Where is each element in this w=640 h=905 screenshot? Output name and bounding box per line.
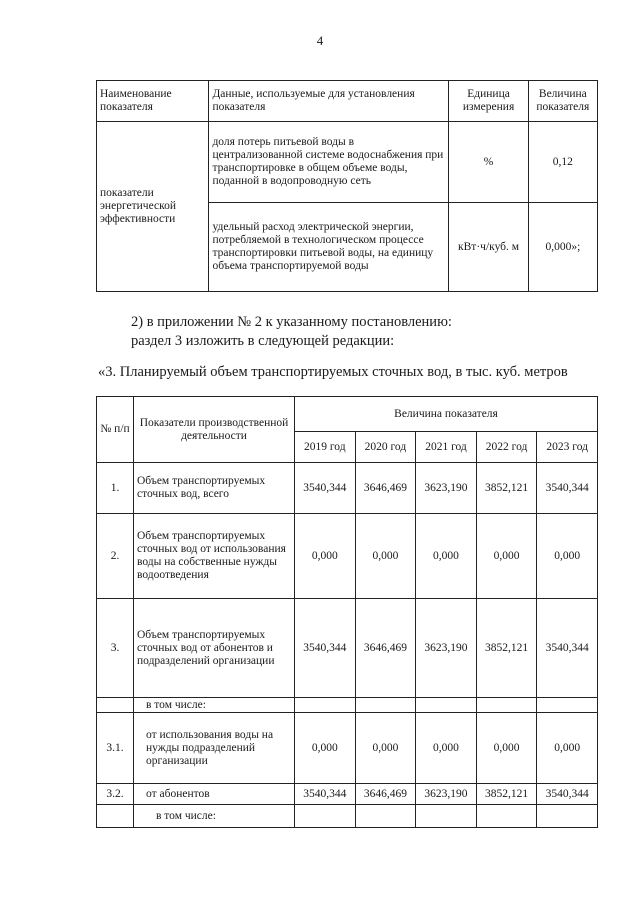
value-cell: 0,000 xyxy=(416,713,477,784)
value-cell: 3852,121 xyxy=(476,784,537,805)
value-cell xyxy=(295,805,356,828)
table2-header-name: Показатели производственной деятельности xyxy=(134,397,295,463)
year-header: 2023 год xyxy=(537,432,598,463)
table-row xyxy=(97,784,598,805)
paragraph-line-1: 2) в приложении № 2 к указанному постановлению: xyxy=(131,314,452,330)
table1-value-cell: 0,000»; xyxy=(528,203,597,292)
value-cell xyxy=(476,805,537,828)
table1-header-value: Величина показателя xyxy=(528,81,597,122)
row-num: 1. xyxy=(97,463,134,514)
value-cell: 3540,344 xyxy=(295,784,356,805)
value-cell xyxy=(355,698,416,713)
table-row xyxy=(97,805,598,828)
value-cell: 0,000 xyxy=(416,514,477,599)
table-row xyxy=(97,463,598,514)
value-cell: 0,000 xyxy=(476,514,537,599)
value-cell: 3623,190 xyxy=(416,599,477,698)
table1-header-unit: Единица измерения xyxy=(449,81,528,122)
value-cell xyxy=(537,698,598,713)
value-cell: 0,000 xyxy=(295,514,356,599)
value-cell: 3540,344 xyxy=(295,599,356,698)
value-cell xyxy=(537,805,598,828)
table2-header-value: Величина показателя xyxy=(295,397,598,432)
wastewater-volume-table xyxy=(96,396,598,828)
table1-data-cell: удельный расход электрической энергии, потребляемой в технологическом процессе транспортировки питьевой воды, на единицу объема транспортируемой воды xyxy=(209,203,449,292)
table-row xyxy=(97,514,598,599)
value-cell: 3646,469 xyxy=(355,784,416,805)
table1-data-cell: доля потерь питьевой воды в централизованной системе водоснабжения при транспортировке в общем объеме воды, поданной в водопроводную сеть xyxy=(209,122,449,203)
row-name: в том числе: xyxy=(134,805,295,828)
row-num: 3.2. xyxy=(97,784,134,805)
row-name: Объем транспортируемых сточных вод от использования воды на собственные нужды водоотведения xyxy=(134,514,295,599)
value-cell: 3540,344 xyxy=(537,599,598,698)
value-cell: 3646,469 xyxy=(355,599,416,698)
row-name: Объем транспортируемых сточных вод от абонентов и подразделений организации xyxy=(134,599,295,698)
value-cell: 0,000 xyxy=(295,713,356,784)
paragraph-line-2: раздел 3 изложить в следующей редакции: xyxy=(131,333,395,349)
table-row xyxy=(97,599,598,698)
row-num xyxy=(97,805,134,828)
value-cell xyxy=(355,805,416,828)
table2-header-num: № п/п xyxy=(97,397,134,463)
energy-efficiency-table xyxy=(96,80,598,292)
value-cell: 0,000 xyxy=(355,514,416,599)
page-number: 4 xyxy=(316,33,324,48)
value-cell: 3623,190 xyxy=(416,784,477,805)
row-name: Объем транспортируемых сточных вод, всего xyxy=(134,463,295,514)
table1-group-label: показатели энергетической эффективности xyxy=(97,122,209,292)
row-num: 3. xyxy=(97,599,134,698)
value-cell: 0,000 xyxy=(476,713,537,784)
value-cell: 0,000 xyxy=(537,514,598,599)
value-cell: 3540,344 xyxy=(537,784,598,805)
table-row xyxy=(97,698,598,713)
value-cell xyxy=(416,805,477,828)
table-row xyxy=(97,713,598,784)
section-heading: «3. Планируемый объем транспортируемых сточных вод, в тыс. куб. метров xyxy=(98,364,568,380)
row-name: в том числе: xyxy=(134,698,295,713)
table1-header-data: Данные, используемые для установления показателя xyxy=(209,81,449,122)
row-name: от абонентов xyxy=(134,784,295,805)
row-num: 2. xyxy=(97,514,134,599)
row-num: 3.1. xyxy=(97,713,134,784)
table1-value-cell: 0,12 xyxy=(528,122,597,203)
value-cell: 3646,469 xyxy=(355,463,416,514)
value-cell: 0,000 xyxy=(355,713,416,784)
value-cell: 3852,121 xyxy=(476,463,537,514)
value-cell: 3852,121 xyxy=(476,599,537,698)
year-header: 2021 год xyxy=(416,432,477,463)
value-cell: 3623,190 xyxy=(416,463,477,514)
value-cell xyxy=(416,698,477,713)
value-cell xyxy=(476,698,537,713)
row-num xyxy=(97,698,134,713)
table-row xyxy=(97,122,598,203)
value-cell: 0,000 xyxy=(537,713,598,784)
year-header: 2020 год xyxy=(355,432,416,463)
table1-header-name: Наименование показателя xyxy=(97,81,209,122)
year-header: 2019 год xyxy=(295,432,356,463)
value-cell: 3540,344 xyxy=(537,463,598,514)
table1-unit-cell: % xyxy=(449,122,528,203)
table1-unit-cell: кВт·ч/куб. м xyxy=(449,203,528,292)
row-name: от использования воды на нужды подразделений организации xyxy=(134,713,295,784)
value-cell xyxy=(295,698,356,713)
value-cell: 3540,344 xyxy=(295,463,356,514)
year-header: 2022 год xyxy=(476,432,537,463)
